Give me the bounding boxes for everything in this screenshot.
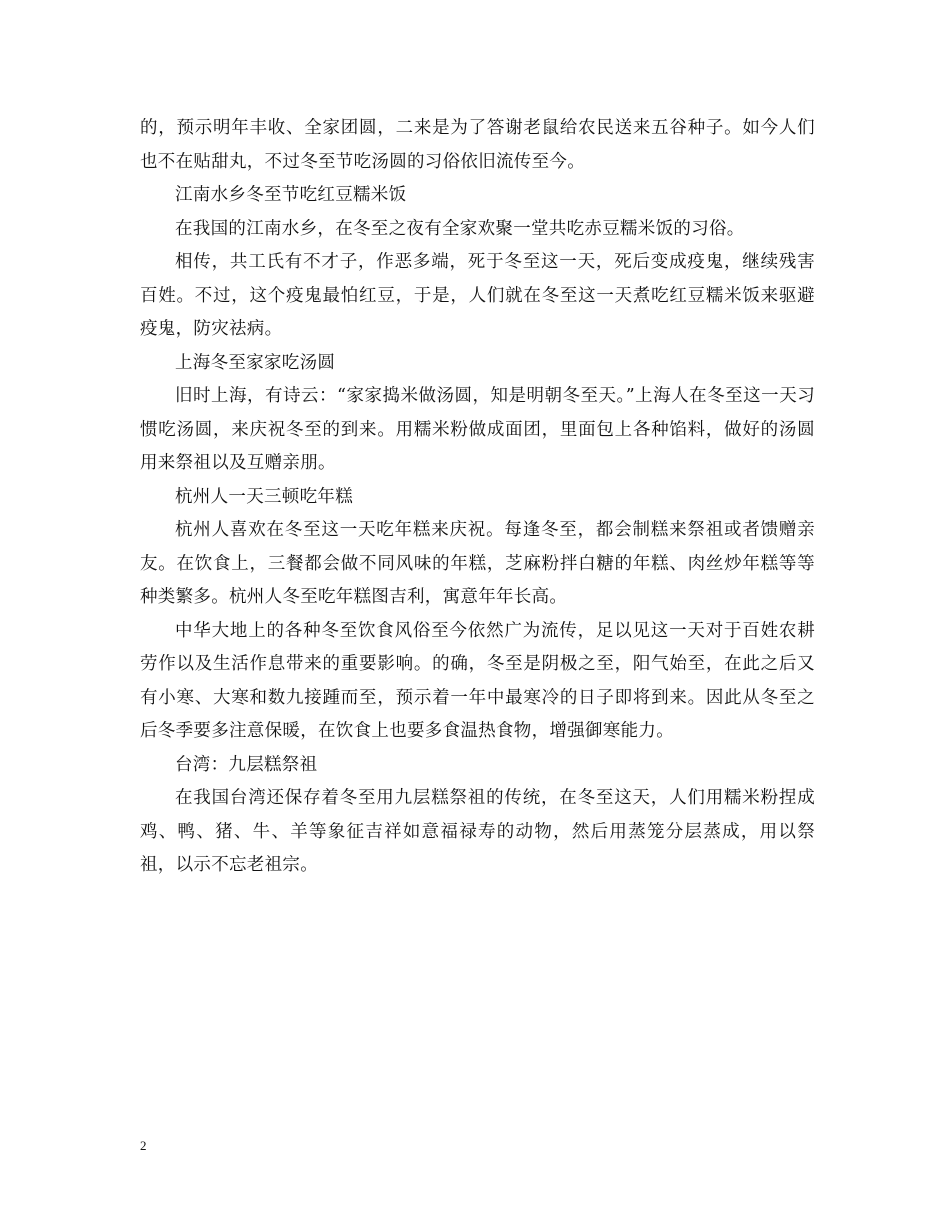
paragraph-summary: 中华大地上的各种冬至饮食风俗至今依然广为流传，足以见这一天对于百姓农耕劳作以及生活作息带来的重要影响。的确，冬至是阴极之至，阳气始至，在此之后又有小寒、大寒和数九接踵而至，预示着一年中最寒冷的日子即将到来。因此从冬至之后冬季要多注意保暖，在饮食上也要多食温热食物，增强御寒能力。 xyxy=(140,620,815,741)
paragraph-continuation: 的，预示明年丰收、全家团圆，二来是为了答谢老鼠给农民送来五谷种子。如今人们也不在贴甜丸，不过冬至节吃汤圆的习俗依旧流传至今。 xyxy=(140,118,815,172)
paragraph-shanghai: 旧时上海，有诗云：“家家捣米做汤圆，知是明朝冬至天。”上海人在冬至这一天习惯吃汤圆，来庆祝冬至的到来。用糯米粉做成面团，里面包上各种馅料，做好的汤圆用来祭祖以及互赠亲朋。 xyxy=(140,386,815,473)
paragraph-jiangnan-legend: 相传，共工氏有不才子，作恶多端，死于冬至这一天，死后变成疫鬼，继续残害百姓。不过，这个疫鬼最怕红豆，于是，人们就在冬至这一天煮吃红豆糯米饭来驱避疫鬼，防灾祛病。 xyxy=(140,252,815,339)
section-heading-jiangnan: 江南水乡冬至节吃红豆糯米饭 xyxy=(175,185,407,205)
section-heading-hangzhou: 杭州人一天三顿吃年糕 xyxy=(175,486,353,507)
document-body xyxy=(140,112,815,883)
paragraph-hangzhou: 杭州人喜欢在冬至这一天吃年糕来庆祝。每逢冬至，都会制糕来祭祖或者馈赠亲友。在饮食上，三餐都会做不同风味的年糕，芝麻粉拌白糖的年糕、肉丝炒年糕等等种类繁多。杭州人冬至吃年糕图吉利，寓意年年长高。 xyxy=(140,520,815,607)
section-heading-taiwan: 台湾：九层糕祭祖 xyxy=(175,754,318,775)
paragraph-taiwan: 在我国台湾还保存着冬至用九层糕祭祖的传统，在冬至这天，人们用糯米粉捏成鸡、鸭、猪、牛、羊等象征吉祥如意福禄寿的动物，然后用蒸笼分层蒸成，用以祭祖，以示不忘老祖宗。 xyxy=(140,788,815,875)
page-number: 2 xyxy=(140,1138,147,1153)
section-heading-shanghai: 上海冬至家家吃汤圆 xyxy=(175,352,336,373)
paragraph-jiangnan-custom: 在我国的江南水乡，在冬至之夜有全家欢聚一堂共吃赤豆糯米饭的习俗。 xyxy=(175,218,745,239)
